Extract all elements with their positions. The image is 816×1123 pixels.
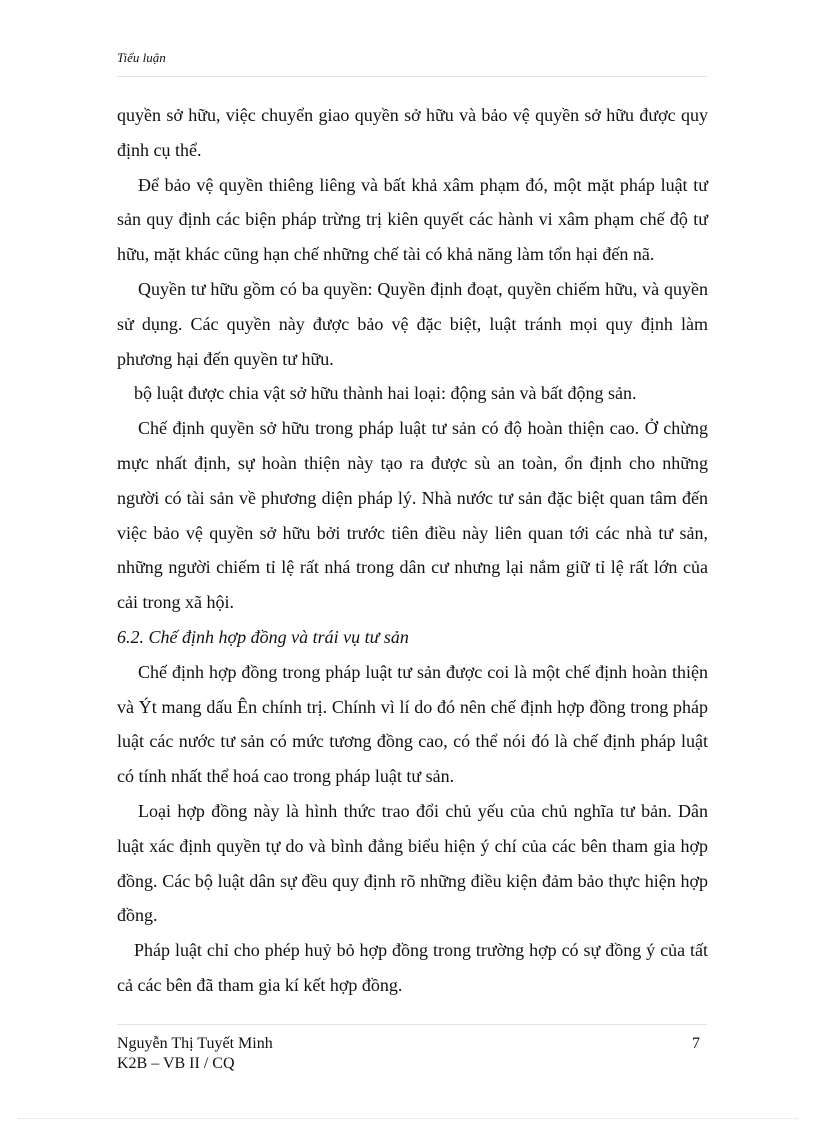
paragraph: bộ luật được chia vật sở hữu thành hai loại: động sản và bất động sản.: [134, 383, 637, 404]
paragraph: Chế định hợp đồng trong pháp luật tư sản được coi là một chế định hoàn thiện và Ýt mang dấu Ên chính trị. Chính vì lí do đó nên chế định hợp đồng trong pháp luật các nước tư sản có mức tương đồng cao, có thể nói đó là chế định pháp luật có tính nhất thể hoá cao trong pháp luật tư sản.: [117, 661, 708, 787]
paragraph: Quyền tư hữu gồm có ba quyền: Quyền định đoạt, quyền chiếm hữu, và quyền sử dụng. Các quyền này được bảo vệ đặc biệt, luật tránh mọi quy định làm phương hại đến quyền tư hữu.: [117, 278, 708, 369]
footer-divider: [117, 1024, 707, 1025]
document-body: [117, 98, 708, 1003]
page-number: 7: [692, 1035, 700, 1052]
paragraph: Loại hợp đồng này là hình thức trao đổi chủ yếu của chủ nghĩa tư bản. Dân luật xác định quyền tự do và bình đẳng biểu hiện ý chí của các bên tham gia hợp đồng. Các bộ luật dân sự đều quy định rõ những điều kiện đảm bảo thực hiện hợp đồng.: [117, 800, 708, 926]
paragraph: Để bảo vệ quyền thiêng liêng và bất khả xâm phạm đó, một mặt pháp luật tư sản quy định các biện pháp trừng trị kiên quyết các hành vi xâm phạm chế độ tư hữu, mặt khác cũng hạn chế những chế tài có khả năng làm tổn hại đến nã.: [117, 174, 708, 265]
paragraph: Chế định quyền sở hữu trong pháp luật tư sản có độ hoàn thiện cao. Ở chừng mực nhất định, sự hoàn thiện này tạo ra được sù an toàn, ổn định cho những người có tài sản về phương diện pháp lý. Nhà nước tư sản đặc biệt quan tâm đến việc bảo vệ quyền sở hữu bởi trước tiên điều này liên quan tới các nhà tư sản, những người chiếm tỉ lệ rất nhá trong dân cư nhưng lại nắm giữ tỉ lệ rất lớn của cải trong xã hội.: [117, 418, 708, 613]
paragraph-continuation: quyền sở hữu, việc chuyển giao quyền sở hữu và bảo vệ quyền sở hữu được quy định cụ thể.: [117, 105, 708, 160]
footer-author: Nguyễn Thị Tuyết Minh: [117, 1035, 273, 1052]
page-bottom-border: [18, 1118, 798, 1119]
footer-class: K2B – VB II / CQ: [117, 1055, 235, 1072]
paragraph: Pháp luật chỉ cho phép huỷ bỏ hợp đồng trong trường hợp có sự đồng ý của tất cả các bên đã tham gia kí kết hợp đồng.: [117, 940, 708, 995]
section-heading: 6.2. Chế định hợp đồng và trái vụ tư sản: [117, 626, 409, 647]
header-divider: [117, 76, 707, 77]
page-header-title: Tiểu luận: [117, 50, 166, 65]
